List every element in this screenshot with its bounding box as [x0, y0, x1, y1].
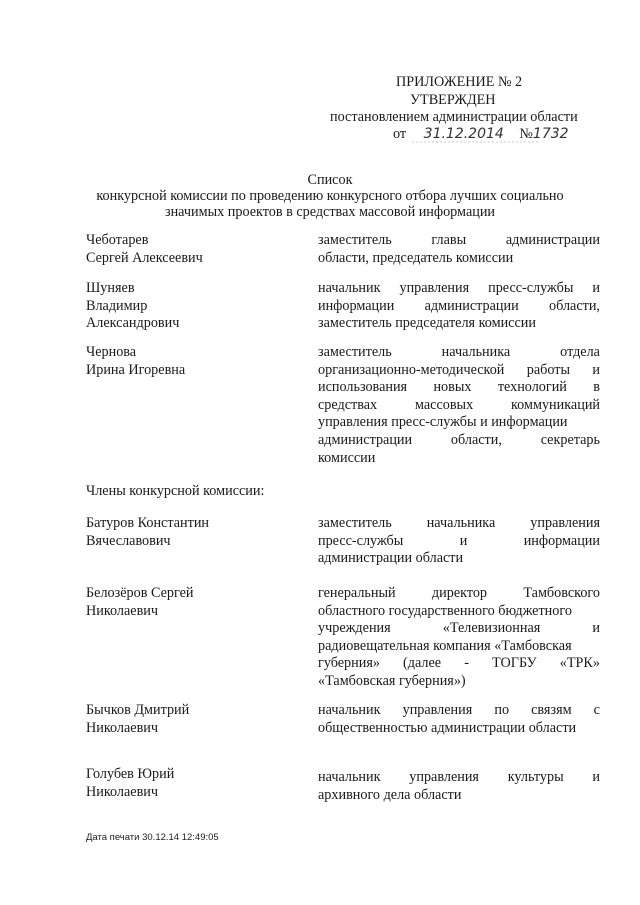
position-word: заместитель председателя комиссии	[318, 315, 536, 332]
position-line	[318, 769, 600, 787]
position-word: и	[592, 361, 600, 378]
member-name-3	[86, 766, 296, 801]
position-word: массовых	[414, 396, 474, 413]
position-line	[318, 720, 600, 738]
date-underline	[412, 140, 542, 144]
position-word: начальник	[318, 769, 381, 785]
position-word: генеральный	[318, 585, 396, 601]
name-line: Чеботарев	[86, 232, 149, 248]
position-word: области, председатель комиссии	[318, 249, 514, 266]
name-line: Сергей Алексеевич	[86, 249, 203, 266]
name-line: Николаевич	[86, 783, 159, 800]
name-line: Вячеславович	[86, 532, 171, 549]
position-word: областного государственного бюджетного	[318, 602, 572, 619]
name-line: Бычков Дмитрий	[86, 702, 190, 718]
leadership-name-1	[86, 280, 296, 333]
position-word: управления	[530, 515, 600, 531]
position-line	[318, 702, 600, 720]
position-line	[318, 362, 600, 380]
position-word: управления	[399, 280, 470, 296]
position-word: в	[593, 379, 600, 396]
leadership-name-0	[86, 232, 296, 267]
position-word: «Тамбовская губерния»)	[318, 672, 466, 689]
position-word: по	[494, 702, 510, 718]
position-word: новых	[433, 379, 472, 396]
position-line	[318, 397, 600, 415]
position-line	[318, 450, 600, 468]
position-word: использования	[318, 379, 408, 396]
position-line	[318, 787, 600, 805]
position-line	[318, 250, 600, 268]
position-line	[318, 585, 600, 603]
position-line	[318, 344, 600, 362]
position-word: связям	[531, 702, 572, 718]
position-line	[318, 432, 600, 450]
number-prefix: №	[519, 126, 533, 142]
position-word: и	[592, 769, 600, 785]
position-line	[318, 280, 600, 298]
member-position-1	[318, 585, 600, 691]
member-name-2	[86, 702, 296, 737]
position-word: Тамбовского	[523, 585, 600, 601]
position-word: и	[459, 532, 468, 549]
position-word: архивного дела области	[318, 786, 462, 803]
name-line: Чернова	[86, 344, 137, 360]
position-word: коммуникаций	[511, 396, 600, 413]
position-word: «ТРК»	[559, 655, 600, 672]
position-word: ТОГБУ	[492, 655, 537, 672]
position-word: области,	[450, 431, 502, 448]
leadership-position-2	[318, 344, 600, 467]
position-word: «Телевизионная	[442, 620, 541, 637]
position-word: пресс-службы	[488, 280, 574, 296]
member-position-3	[318, 769, 600, 804]
position-line	[318, 298, 600, 316]
position-line	[318, 620, 600, 638]
position-word: администрации	[424, 297, 519, 314]
name-line: Шуняев	[86, 280, 135, 296]
position-line	[318, 655, 600, 673]
position-word: начальника	[441, 344, 511, 360]
position-line	[318, 550, 600, 568]
print-date: Дата печати 30.12.14 12:49:05	[86, 832, 219, 843]
position-word: управления	[402, 702, 473, 718]
approved-label: УТВЕРЖДЕН	[410, 92, 496, 108]
position-word: секретарь	[540, 431, 600, 448]
position-word: администрации	[318, 431, 413, 448]
position-line	[318, 414, 600, 432]
position-word: и	[592, 280, 600, 296]
position-word: -	[464, 655, 469, 672]
position-word: начальник	[318, 280, 381, 296]
position-line	[318, 379, 600, 397]
position-word: директор	[431, 585, 488, 601]
name-line: Батуров Константин	[86, 515, 210, 531]
leadership-name-2	[86, 344, 296, 379]
position-word: учреждения	[318, 620, 391, 637]
position-word: с	[593, 702, 600, 718]
position-word: организационно-методической	[318, 361, 505, 378]
position-word: работы	[526, 361, 571, 378]
appendix-label: ПРИЛОЖЕНИЕ № 2	[396, 74, 523, 90]
position-word: средствах	[318, 396, 378, 413]
title-line-1: конкурсной комиссии по проведению конкурсного отбора лучших социально	[96, 188, 564, 204]
position-word: главы	[431, 232, 467, 248]
position-line	[318, 603, 600, 621]
title-word: Список	[307, 172, 353, 188]
name-line: Александрович	[86, 315, 180, 331]
name-line: Николаевич	[86, 602, 159, 619]
position-word: губерния»	[318, 655, 380, 672]
member-position-2	[318, 702, 600, 737]
decree-label: постановлением администрации области	[330, 109, 578, 125]
name-line: Белозёров Сергей	[86, 585, 194, 601]
position-word: администрации области	[318, 550, 464, 567]
position-word: технологий	[497, 379, 567, 396]
position-word: администрации	[505, 232, 600, 248]
position-word: начальника	[426, 515, 496, 531]
name-line: Николаевич	[86, 719, 159, 736]
name-line: Владимир	[86, 297, 148, 314]
position-line	[318, 232, 600, 250]
member-name-0	[86, 515, 296, 550]
date-prefix: от	[393, 126, 407, 142]
position-word: заместитель	[318, 232, 392, 248]
handwritten-number: 1732	[532, 126, 569, 142]
handwritten-date: 31.12.2014	[423, 126, 504, 142]
position-word: радиовещательная компания «Тамбовская	[318, 637, 572, 654]
position-word: начальник	[318, 702, 381, 718]
position-word: области,	[549, 297, 600, 314]
position-line	[318, 515, 600, 533]
position-word: управления пресс-службы и информации	[318, 414, 568, 431]
position-word: заместитель	[318, 515, 392, 531]
position-word: и	[592, 620, 600, 637]
title-line-2: значимых проектов в средствах массовой информации	[164, 204, 496, 220]
members-heading: Члены конкурсной комиссии:	[86, 483, 265, 499]
position-word: информации	[318, 297, 395, 314]
position-word: пресс-службы	[318, 532, 404, 549]
document-title	[60, 172, 600, 220]
position-word: информации	[523, 532, 600, 549]
leadership-position-1	[318, 280, 600, 333]
position-line	[318, 638, 600, 656]
position-line	[318, 315, 600, 333]
leadership-position-0	[318, 232, 600, 267]
position-line	[318, 673, 600, 691]
name-line: Ирина Игоревна	[86, 361, 186, 378]
position-word: культуры	[507, 769, 564, 785]
position-word: управления	[409, 769, 479, 785]
position-line	[318, 533, 600, 551]
position-word: заместитель	[318, 344, 392, 360]
position-word: (далее	[403, 655, 442, 672]
member-position-0	[318, 515, 600, 568]
position-word: комиссии	[318, 449, 376, 466]
member-name-1	[86, 585, 296, 620]
position-word: общественностью администрации области	[318, 719, 577, 736]
position-word: отдела	[560, 344, 600, 360]
name-line: Голубев Юрий	[86, 766, 175, 782]
